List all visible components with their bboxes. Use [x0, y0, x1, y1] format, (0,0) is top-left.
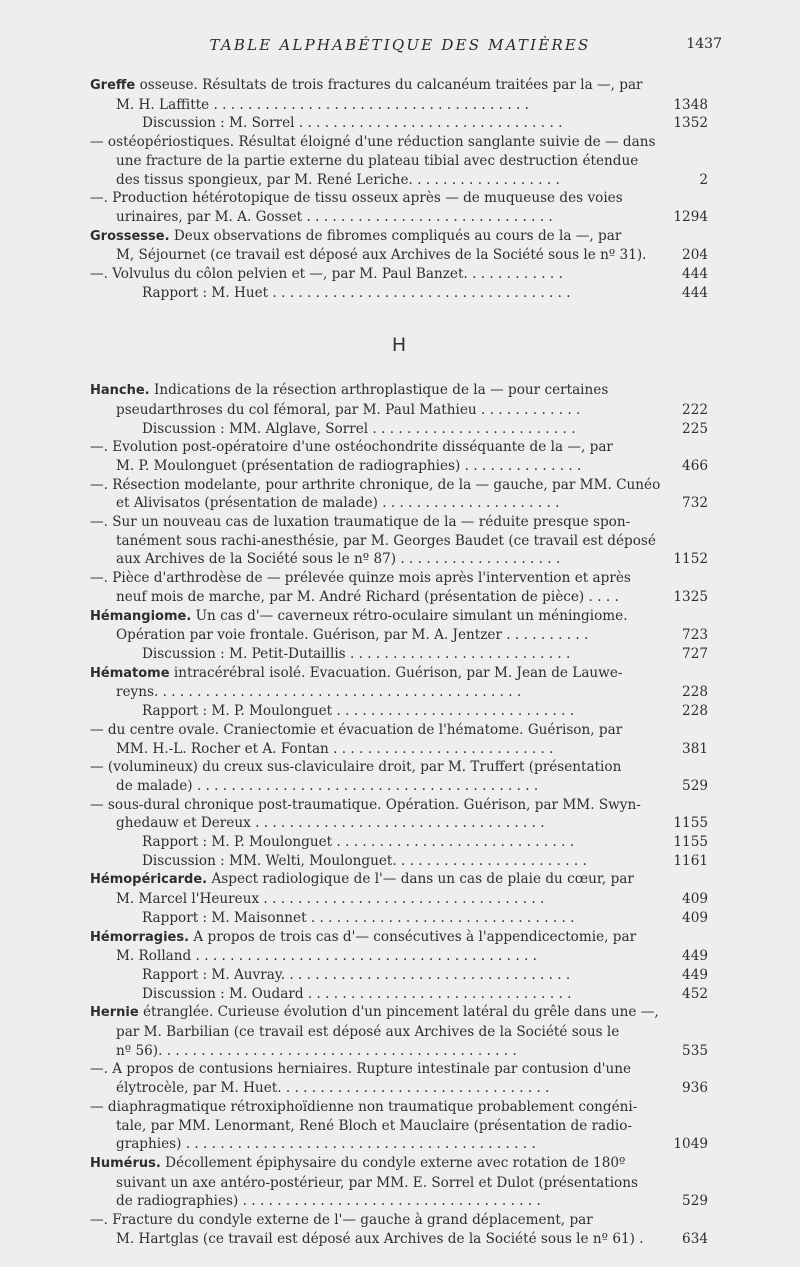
index-line: graphies) . . . . . . . . . . . . . . . . . . . . . . . . . . . . . . . . . . . . . . . . . 1049 — [116, 1136, 708, 1153]
index-line: —. A propos de contusions herniaires. Rupture intestinale par contusion d'une — [90, 1061, 632, 1078]
index-line: une fracture de la partie externe du plateau tibial avec destruction étendue — [116, 152, 639, 169]
index-line: Discussion : M. Sorrel . . . . . . . . . . . . . . . . . . . . . . . . . . . . . . . 1352 — [142, 115, 708, 132]
index-line: tale, par MM. Lenormant, René Bloch et Mauclaire (présentation de radio- — [116, 1117, 633, 1134]
index-line: —. Pièce d'arthrodèse de — prélevée quinze mois après l'intervention et après — [90, 570, 631, 587]
headword: Humérus. — [90, 1155, 161, 1171]
headword: Hématome — [90, 665, 170, 681]
index-line: M. H. Laffitte . . . . . . . . . . . . . . . . . . . . . . . . . . . . . . . . . . . . . 1348 — [116, 96, 708, 113]
index-line: nº 56). . . . . . . . . . . . . . . . . . . . . . . . . . . . . . . . . . . . . . . . . . 535 — [116, 1042, 708, 1059]
index-line: aux Archives de la Société sous le nº 87) . . . . . . . . . . . . . . . . . . . 1152 — [116, 551, 708, 568]
index-line: et Alivisatos (présentation de malade) . . . . . . . . . . . . . . . . . . . . . 732 — [116, 495, 708, 512]
index-line: Hernie étranglée. Curieuse évolution d'un pincement latéral du grêle dans une —, — [90, 1004, 659, 1021]
index-line: ghedauw et Dereux . . . . . . . . . . . . . . . . . . . . . . . . . . . . . . . . . . 1155 — [116, 815, 708, 832]
index-line: — ostéopériostiques. Résultat éloigné d'une réduction sanglante suivie de — dans — [90, 134, 656, 151]
index-line: Rapport : M. Auvray. . . . . . . . . . . . . . . . . . . . . . . . . . . . . . . . . . 449 — [142, 966, 708, 983]
index-line: Humérus. Décollement épiphysaire du condyle externe avec rotation de 180º — [90, 1154, 626, 1171]
headword: Greffe — [90, 78, 136, 93]
index-line: neuf mois de marche, par M. André Richard (présentation de pièce) . . . . 1325 — [116, 588, 708, 605]
page-number: 1437 — [686, 36, 722, 52]
index-line: des tissus spongieux, par M. René Leriche. . . . . . . . . . . . . . . . . . 2 — [116, 171, 708, 188]
index-line: tanément sous rachi-anesthésie, par M. Georges Baudet (ce travail est déposé — [116, 532, 656, 549]
index-line: —. Evolution post-opératoire d'une ostéochondrite disséquante de la —, par — [90, 439, 613, 456]
index-line: de radiographies) . . . . . . . . . . . . . . . . . . . . . . . . . . . . . . . . . . . 529 — [116, 1193, 708, 1210]
index-line: — (volumineux) du creux sus-claviculaire droit, par M. Truffert (présentation — [90, 759, 622, 776]
index-line: Hématome intracérébral isolé. Evacuation. Guérison, par M. Jean de Lauwe- — [90, 664, 623, 681]
index-line: — du centre ovale. Craniectomie et évacuation de l'hématome. Guérison, par — [90, 721, 623, 738]
index-line: Discussion : M. Petit-Dutaillis . . . . . . . . . . . . . . . . . . . . . . . . . . 727 — [142, 645, 708, 662]
index-line: M. P. Moulonguet (présentation de radiographies) . . . . . . . . . . . . . . 466 — [116, 457, 708, 474]
index-line: Discussion : MM. Alglave, Sorrel . . . . . . . . . . . . . . . . . . . . . . . . 225 — [142, 420, 708, 437]
index-line: Hanche. Indications de la résection arthroplastique de la — pour certaines — [90, 382, 609, 399]
index-line: —. Production hétérotopique de tissu osseux après — de muqueuse des voies — [90, 190, 623, 207]
headword: Grossesse. — [90, 228, 170, 244]
index-line: Hémorragies. A propos de trois cas d'— consécutives à l'appendicectomie, par — [90, 928, 637, 945]
headword: Hémopéricarde. — [90, 872, 208, 888]
index-line: Rapport : M. Maisonnet . . . . . . . . . . . . . . . . . . . . . . . . . . . . . . . 409 — [142, 909, 708, 926]
index-line: —. Fracture du condyle externe de l'— gauche à grand déplacement, par — [90, 1212, 593, 1229]
index-line: — sous-dural chronique post-traumatique. Opération. Guérison, par MM. Swyn- — [90, 796, 641, 813]
index-line: reyns. . . . . . . . . . . . . . . . . . . . . . . . . . . . . . . . . . . . . . . . . . . 228 — [116, 684, 708, 701]
section-letter: H — [391, 334, 407, 357]
index-line: —. Volvulus du côlon pelvien et —, par M. Paul Banzet. . . . . . . . . . . . 444 — [90, 266, 708, 283]
index-line: M. Hartglas (ce travail est déposé aux Archives de la Société sous le nº 61) . 634 — [116, 1230, 708, 1247]
index-line: par M. Barbilian (ce travail est déposé aux Archives de la Société sous le — [116, 1024, 620, 1041]
index-line: élytrocèle, par M. Huet. . . . . . . . . . . . . . . . . . . . . . . . . . . . . . . . 936 — [116, 1080, 708, 1097]
headword: Hernie — [90, 1005, 139, 1021]
index-line: Discussion : MM. Welti, Moulonguet. . . . . . . . . . . . . . . . . . . . . . . 1161 — [142, 852, 708, 869]
index-line: Rapport : M. Huet . . . . . . . . . . . . . . . . . . . . . . . . . . . . . . . . . . . 444 — [142, 284, 708, 301]
index-line: Greffe osseuse. Résultats de trois fractures du calcanéum traitées par la —, par — [90, 77, 643, 93]
index-content — [90, 76, 708, 1248]
headword: Hémangiome. — [90, 608, 192, 624]
index-line: Hémopéricarde. Aspect radiologique de l'— dans un cas de plaie du cœur, par — [90, 871, 634, 888]
index-line: de malade) . . . . . . . . . . . . . . . . . . . . . . . . . . . . . . . . . . . . . . . . 529 — [116, 777, 708, 794]
index-line: —. Résection modelante, pour arthrite chronique, de la — gauche, par MM. Cunéo — [90, 476, 661, 493]
index-line: M. Marcel l'Heureux . . . . . . . . . . . . . . . . . . . . . . . . . . . . . . . . . 409 — [116, 891, 708, 908]
index-line: —. Sur un nouveau cas de luxation traumatique de la — réduite presque spon- — [90, 514, 631, 531]
index-line: Opération par voie frontale. Guérison, par M. A. Jentzer . . . . . . . . . . 723 — [116, 627, 708, 644]
index-line: MM. H.-L. Rocher et A. Fontan . . . . . . . . . . . . . . . . . . . . . . . . . . 381 — [116, 740, 708, 757]
index-line: urinaires, par M. A. Gosset . . . . . . . . . . . . . . . . . . . . . . . . . . . . . 1294 — [116, 208, 708, 225]
index-line: Grossesse. Deux observations de fibromes compliqués au cours de la —, par — [90, 227, 622, 244]
index-line: Rapport : M. P. Moulonguet . . . . . . . . . . . . . . . . . . . . . . . . . . . . 228 — [142, 703, 708, 720]
index-line: M, Séjournet (ce travail est déposé aux Archives de la Société sous le nº 31). 204 — [116, 247, 708, 264]
page-header — [0, 36, 800, 58]
index-line: suivant un axe antéro-postérieur, par MM. E. Sorrel et Dulot (présentations — [116, 1174, 638, 1191]
index-line: Rapport : M. P. Moulonguet . . . . . . . . . . . . . . . . . . . . . . . . . . . . 1155 — [142, 834, 708, 851]
headword: Hémorragies. — [90, 929, 190, 945]
index-line: Hémangiome. Un cas d'— caverneux rétro-oculaire simulant un méningiome. — [90, 607, 628, 624]
running-title: TABLE ALPHABÉTIQUE DES MATIÈRES — [209, 36, 591, 54]
index-line: M. Rolland . . . . . . . . . . . . . . . . . . . . . . . . . . . . . . . . . . . . . . . . 449 — [116, 948, 708, 965]
headword: Hanche. — [90, 383, 150, 399]
index-line: — diaphragmatique rétroxiphoïdienne non traumatique probablement congéni- — [90, 1098, 638, 1115]
index-line: Discussion : M. Oudard . . . . . . . . . . . . . . . . . . . . . . . . . . . . . . . 452 — [142, 985, 708, 1002]
index-line: pseudarthroses du col fémoral, par M. Paul Mathieu . . . . . . . . . . . . 222 — [116, 401, 708, 418]
